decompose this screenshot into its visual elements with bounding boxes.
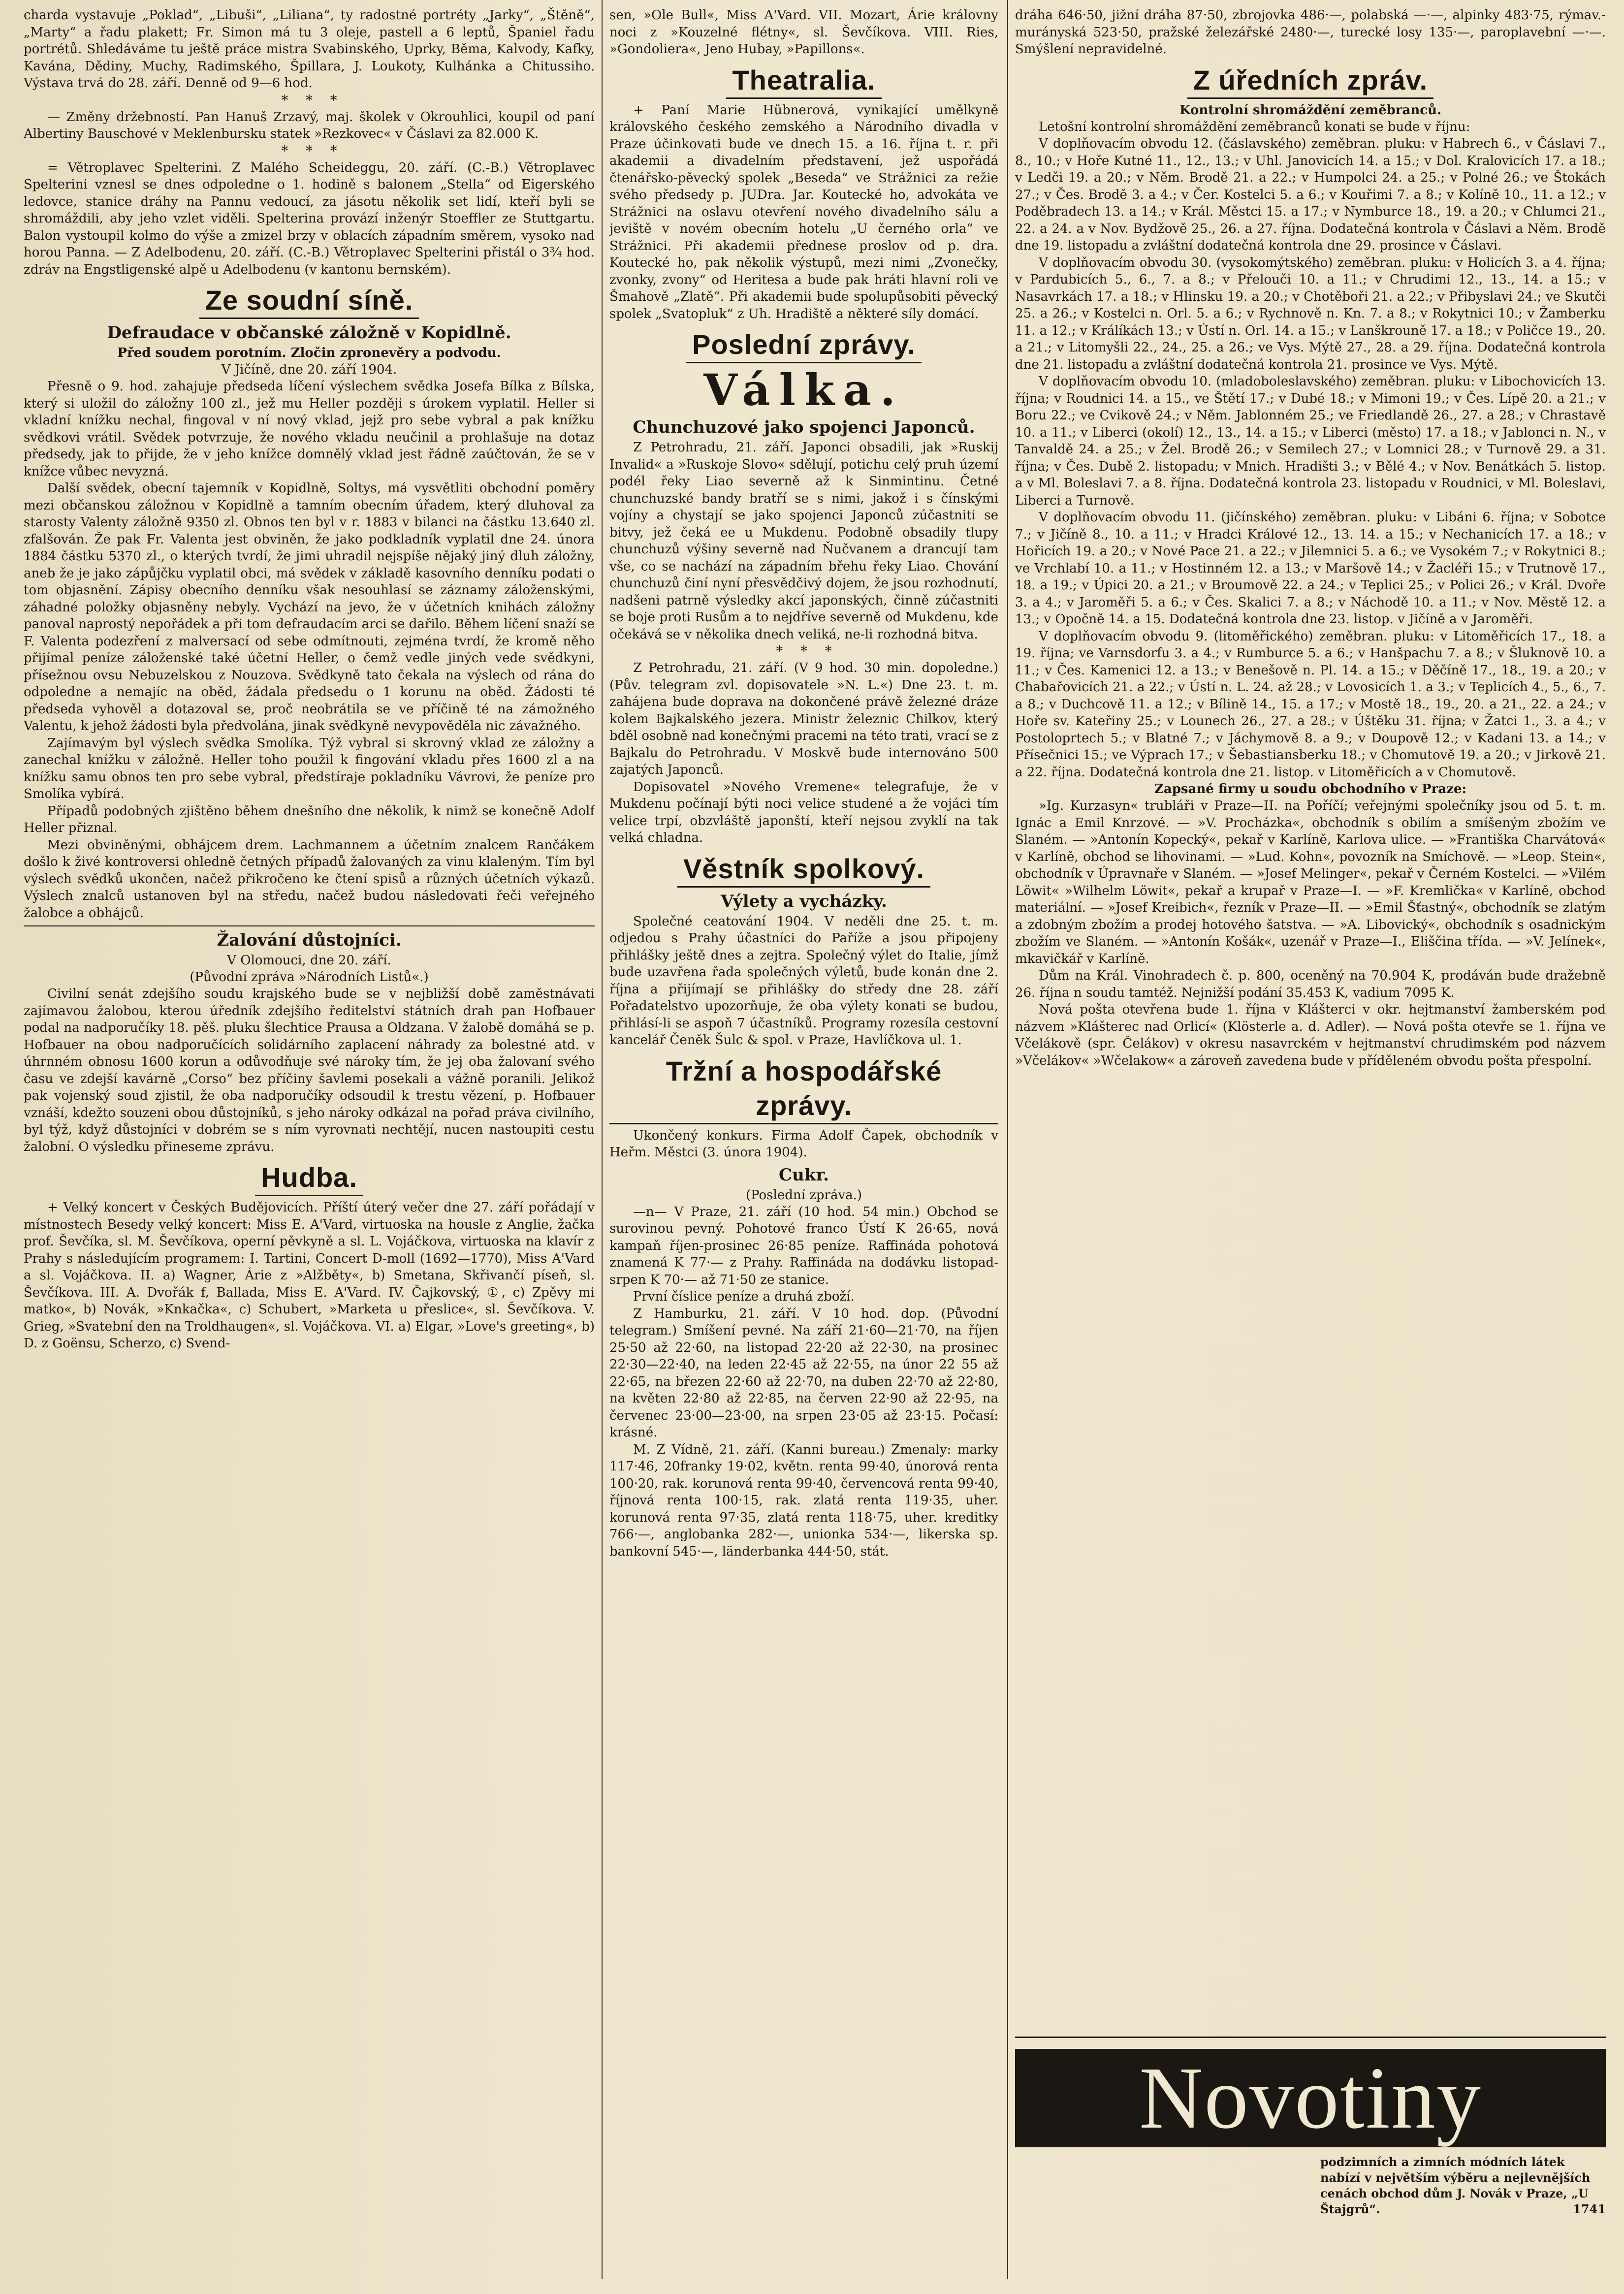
column-3 <box>1015 7 1606 2274</box>
section-heading-text: Věstník spolkový. <box>677 852 930 888</box>
article-paragraph: Civilní senát zdejšího soudu krajského bude se v nejbližší době zaměstnávati zajímavou žalobou, kterou úředník zdejšího ředitelství státních drah pan Hofbauer podal na nadporučíky 18. pěš. pluku šlechtice Prausa a Oldzana. V žalobě domáhá se p. Hofbauer na obou nadporučících solidárního zaplacení náhrady za bolestné atd. v úhrnném obnosu 1600 korun a odůvodňuje své nároky tím, že jej oba žalovaní svého času ve zdejší kavárně „Corso“ bez příčiny šavlemi posekali a vážně poranili. Jelikož pak vojenský soud zjistil, že oba nadporučíky odsoudil k trestu vězení, p. Hofbauer vznáší, kdežto souzeni obou důstojníků, s jeho nároky odkázal na pořad práva civilního, byl týž, když důstojníci v dobrém se s ním vyrovnati nechtějí, nucen nastoupiti cestu žalobní. O výsledku přineseme zprávu. <box>24 987 595 1154</box>
section-heading-text: Hudba. <box>255 1160 363 1196</box>
article-paragraph: —n— V Praze, 21. září (10 hod. 54 min.) Obchod se surovinou pevný. Pohotové franco Ústí K 26·65, nová kampaň říjen-prosinec 26·85 peníze. Raffináda pohotová znamená K 77·— z Prahy. Raffináda na dodávku listopad-srpen K 70·— až 71·50 ze stanice. <box>609 1204 998 1287</box>
section-heading <box>609 852 998 888</box>
column-1 <box>24 7 595 2274</box>
article-paragraph: V doplňovacím obvodu 11. (jičínského) zeměbran. pluku: v Libáni 6. října; v Sobotce 7.; v Jičíně 8., 10. a 11.; v Hradci Králové 12., 13. 14. a 15.; v Nechanicích 17. a 18.; v Hořicích 19. a 20.; v Nové Pace 21. a 22.; v Jilemnici 5. a 6.; ve Vysokém 7.; v Rokytnici 8.; ve Vrchlabí 10. a 11.; v Hostinném 12. a 13.; v Maršově 14.; v Žacléři 15.; v Trutnově 17., 18. a 19.; v Úpici 20. a 21.; v Broumově 22. a 24.; v Teplici 25.; v Polici 26.; v Král. Dvoře 3. a 4.; v Jaroměři 5. a 6.; v Čes. Skalici 7. a 8.; v Náchodě 10. a 11.; v Nov. Městě 12. a 13.; v Opočně 14. a 15. Dodatečná kontrola dne 23. listop. v Jičíně a v Jaroměři. <box>1015 510 1606 627</box>
article-title: Zapsané firmy u soudu obchodního v Praze: <box>1154 782 1467 797</box>
article-paragraph: »Ig. Kurzasyn« trubláři v Praze—II. na Poříčí; veřejnými společníky jsou od 5. t. m. Ignác a Emil Knrzové. — »V. Procházka«, obchodník s obilím a smíšeným zbožím ve Slaném. — »Antonín Kopecký«, pekař v Karlíně, Karlova ulice. — »Františka Charvátová« v Karlíně, obchod se lihovinami. — »Lud. Kohn«, povozník na Smíchově. — »Leop. Stein«, obchodník v Úpravnaře v Slaném. — »Josef Melinger«, pekař v Černém Kostelci. — »Vilém Löwit« »Wilhelm Löwit«, pekař a krupař v Praze—I. — »F. Kremlička« v Karlíně, obchod materiální. — »Josef Kreibich«, řezník v Praze—II. — »Emil Šťastný«, obchodník se zlatým a zdobným zbožím a prodej hotového šatstva. — »A. Libovický«, obchodník s osadnickým zbožím ve Slaném. — »Antonín Košák«, uzenář v Praze—I., Eliščina třída. — »V. Jelínek«, mkavičkář v Karlíně. <box>1015 798 1606 966</box>
article-paragraph: V doplňovacím obvodu 30. (vysokomýtského) zeměbran. pluku: v Holicích 3. a 4. října; v Pardubicích 5., 6., 7. a 8.; v Přelouči 10. a 11.; v Chrudimi 12., 13., 14. a 15.; v Nasavrkách 17. a 18.; v Hlinsku 19. a 20.; v Chotěboři 21. a 22.; v Přibyslavi 24.; ve Skutči 25. a 26.; v Kostelci n. Orl. 5. a 6.; v Rychnově n. Kn. 7. a 8.; v Rokytnici 10.; v Žamberku 11. a 12.; v Králíkách 13.; v Ústí n. Orl. 14. a 15.; v Lanškrouně 17. a 18.; v Poličce 19., 20. a 21.; v Litomyšli 22., 24., 25. a 26.; ve Vys. Mýtě 27., 28. a 29. října. Dodatečná kontrola dne 21. listopadu a zvláštní dodatečná kontrola 21. prosince ve Vys. Mýtě. <box>1015 255 1606 372</box>
article-paragraph: M. Z Vídně, 21. září. (Kanni bureau.) Zmenaly: marky 117·46, 20franky 19·02, květn. renta 99·40, únorová renta 100·20, rak. korunová renta 99·40, červencová renta 99·40, říjnová renta 100·15, rak. zlatá renta 119·35, uher. korunová renta 97·35, zlatá renta 118·75, uher. kreditky 766·—, anglobanka 282·—, unionka 534·—, likerska sp. bankovní 545·—, länderbanka 444·50, stát. <box>609 1442 998 1559</box>
article-paragraph: Ukončený konkurs. Firma Adolf Čapek, obchodník v Heřm. Městci (3. února 1904). <box>609 1128 998 1160</box>
article-dateline: V Jičíně, dne 20. září 1904. <box>221 362 397 377</box>
ad-number: 1741 <box>1573 2202 1606 2216</box>
article-title: Chunchuzové jako spojenci Japonců. <box>633 417 975 437</box>
article-paragraph: V doplňovacím obvodu 12. (čáslavského) zeměbran. pluku: v Habrech 6., v Čáslavi 7., 8., 10.; v Hoře Kutné 11., 12., 13.; v Uhl. Janovicích 14. a 15.; v Dol. Kralovicích 17. a 18.; v Ledči 19. a 20.; v Něm. Brodě 21. a 22.; v Humpolci 24. a 25.; v Polné 26.; ve Štokách 27.; v Čes. Brodě 3. a 4.; v Čer. Kostelci 5. a 6.; v Kouřimi 7. a 8.; v Kolíně 10., 11. a 12.; v Poděbradech 13. a 14.; v Král. Městci 15. a 17.; v Nymburce 18., 19. a 20.; v Chlumci 21., 22. a 24. a v Nov. Bydžově 25., 26. a 27. října. Dodatečná kontrola v Čáslavi a Něm. Brodě dne 19. listopadu a zvláštní dodatečná kontrola dne 29. prosince v Čáslavi. <box>1015 136 1606 253</box>
column-rule <box>1007 0 1008 2279</box>
article-paragraph: Nová pošta otevřena bude 1. října v Klášterci v okr. hejtmanství žamberském pod názvem »Klášterec nad Orlicí« (Klösterle a. d. Adler). — Nová pošta otevře se 1. října ve Včelákově (spr. Čelákov) v okresu nasavrckém v hejtmanství chrudimském pod názvem »Včelákov« »Wčelakow« a zároveň zavedena bude v příděleném obvodu pošta přespolní. <box>1015 1002 1606 1068</box>
advertisement <box>1015 2037 1606 2269</box>
news-item: = Větroplavec Spelterini. Z Malého Scheideggu, 20. září. (C.-B.) Větroplavec Spelterini vznesl se dnes odpoledne o 1. hodině s balonem „Stella“ od Eigerského ledovce, stanice dráhy na Pannu vedoucí, za jásotu několik set lidí, kteří byli se shromáždili, aby jeho vzlet viděli. Spelterina provází inženýr Stoeffler ze Stuttgartu. Balon vystoupil kolmo do výše a zmizel brzy v oblacích západním směrem, vysoko nad horou Panna. — Z Adelbodenu, 20. září. (C.-B.) Větroplavec Spelterini přistál o 3¾ hod. zdráv na Engstligenské alpě u Adelbodenu (v kantonu bernském). <box>24 160 595 277</box>
ad-description: podzimních a zimních módních látek nabízí v největším výběru a nejlevnějších cenách obchod dům J. Novák v Praze, „U Štajgrů“. <box>1320 2155 1591 2216</box>
ad-logo: Novotiny <box>1015 2049 1606 2147</box>
column-2 <box>609 7 998 2274</box>
divider <box>24 925 595 926</box>
article-paragraph: sen, »Ole Bull«, Miss A'Vard. VII. Mozart, Árie královny noci z »Kouzelné flétny«, sl. Ševčíkova. VIII. Ries, »Gondoliera«, Jeno Hubay, »Papillons«. <box>609 8 998 57</box>
article-title: Žalování důstojníci. <box>217 930 402 950</box>
section-heading <box>24 1160 595 1196</box>
article-paragraph: V doplňovacím obvodu 10. (mladoboleslavského) zeměbran. pluku: v Libochovicích 13. října; v Roudnici 14. a 15., ve Štětí 17.; v Dubé 18.; v Mimoni 19.; v Čes. Lípě 20. a 21.; v Boru 22.; ve Cvikově 24.; v Něm. Jablonném 25.; ve Friedlandě 26., 27. a 28.; v Chrastavě 10. a 11.; v Liberci (okolí) 12., 13., 14. a 15.; v Liberci (město) 17. a 18.; v Jablonci n. N., v Tanvaldě 24. a 25.; v Žel. Brodě 26.; v Semilech 27.; v Lomnici 28.; v Turnově 29. a 31. října; v Čes. Dubě 2. listopadu; v Mnich. Hradišti 3.; v Bělé 4.; v Nov. Benátkách 5. listop. a v Ml. Boleslavi 7. a 8. října. Dodatečná kontrola 23. listopadu v Roudnici, v Ml. Boleslavi, Liberci a Turnově. <box>1015 374 1606 508</box>
article-title: Kontrolní shromáždění zeměbranců. <box>1179 102 1442 118</box>
section-heading <box>609 327 998 363</box>
article-paragraph: Další svědek, obecní tajemník v Kopidlně, Soltys, má vysvětliti obchodní poměry mezi občanskou záložnou v Kopidlně a tamním obecním úřadem, který dluhoval za starosty Valenty záložně 9350 zl. Obnos ten byl v r. 1883 v bilanci na částku 13.640 zl. zfalšován. Že pak Fr. Valenta jest obviněn, že jako podkladník vyplatil dne 24. února 1884 částku 5370 zl., o kterých tvrdí, že jimi uhradil nejspíše nějaký jiný dluh záložny, aneb že je jako zápůjčku vyplatil obci, má svědek v základě kasovního denníku podati o tom objasnění. Zápisy obecního denníku však nesouhlasí se záznamy záloženskými, záhadné položky objasněny nebyly. Vychází na jevo, že v účetních knihách záložny panoval naprostý nepořádek a při tom defraudacím arci se dařilo. Během líčení snaží se F. Valenta podezření z malversací od sebe odmítnouti, zejména tvrdí, že kromě něho přijímal peníze záloženské také účetní Heller, o čemž vedle jiných vede svědkyni, přísežnou ovsu Nebuzelskou z Nouzova. Svědkyně tato čekala na výslech od rána do odpoledne a nemajíc na oběd, žádala předsedu o 1 korunu na oběd. Žádosti té předseda vyhověl a dotazoval se, proč neobrátila se ve příčině té na zámožného Valentu, k jehož žádosti byla předvolána, jinak svědkyně nevypověděla nic závažného. <box>24 481 595 733</box>
section-heading-text: Poslední zprávy. <box>686 327 922 363</box>
section-heading-text: Z úředních zpráv. <box>1187 63 1433 99</box>
separator-stars: * * * <box>281 142 337 159</box>
section-heading <box>24 283 595 319</box>
article-paragraph: Dopisovatel »Nového Vremene« telegrafuje, že v Mukdenu počínají býti noci velice studené a že vojáci tím velice trpí, obzvláště japonští, kteří nejsou zvyklí na tak velká chladna. <box>609 779 998 845</box>
article-dateline: V Olomouci, dne 20. září. <box>227 953 391 968</box>
article-paragraph: První číslice peníze a druhá zboží. <box>633 1289 855 1304</box>
column-rule <box>602 0 603 2279</box>
article-paragraph: Dům na Král. Vinohradech č. p. 800, oceněný na 70.904 K, prodáván bude dražebně 26. října n soudu tamtéž. Nejnižší podání 35.453 K, vadium 7095 K. <box>1015 968 1606 1000</box>
section-heading <box>609 1054 998 1124</box>
article-paragraph: V doplňovacím obvodu 9. (litoměřického) zeměbran. pluku: v Litoměřicích 17., 18. a 19. října; ve Varnsdorfu 3. a 4.; v Rumburce 5. a 6.; v Hanšpachu 7. a 8.; v Šluknově 10. a 11.; v Čes. Kamenici 12. a 13.; v Benešově n. Pl. 14. a 15.; v Děčíně 17., 18., 19. a 20.; v Chabařovicích 21. a 22.; v Ústí n. L. 24. až 28.; v Lovosicích 1. a 3.; v Teplicích 4., 5., 6., 7. a 8.; v Duchcově 11. a 12.; v Bílině 14., 15. a 17.; v Mostě 18., 19., 20. a 21., 22. a 24.; v Hoře sv. Kateřiny 25.; v Lounech 26., 27. a 28.; v Úštěku 31. října; v Žatci 1., 3. a 4.; v Postoloprtech 5.; v Blatné 7.; v Jáchymově 8. a 9.; v Doupově 12.; v Kadani 13. a 14.; v Přísečnici 15.; ve Výprach 17.; v Šebastiansberku 18.; v Chomutově 19. a 20.; v Jirkově 21. a 22. října. Dodatečná kontrola dne 21. listop. v Litoměřicích a v Chomutově. <box>1015 629 1606 780</box>
exhibition-paragraph: charda vystavuje „Poklad“, „Libuši“, „Liliana“, ty radostné portréty „Jarky“, „Štěně“, „Marty“ a řadu plakett; Fr. Simon má tu 3 oleje, pastell a 6 leptů, Španiel řadu portrétů. Shledáváme tu ještě práce mistra Svabinského, Uprky, Běma, Kalvody, Kafky, Kavána, Dědiny, Muchy, Radimského, Špillara, J. Loukoty, Kulhánka a Chitussiho. Výstava trvá do 28. září. Denně od 9—6 hod. <box>24 8 595 91</box>
article-paragraph: Z Hamburku, 21. září. V 10 hod. dop. (Původní telegram.) Smíšení pevné. Na září 21·60—21·70, na říjen 25·50 až 22·60, na listopad 22·20 až 22·30, na prosinec 22·30—22·40, na leden 22·45 až 22·55, na únor 22 55 až 22·65, na březen 22·60 až 22·70, na duben 22·70 až 22·80, na květen 22·80 až 22·85, na červen 22·90 až 22·95, na červenec 23·00—23·00, na srpen 23·05 až 23·15. Počasí: krásné. <box>609 1306 998 1440</box>
article-title: Defraudace v občanské záložně v Kopidlně. <box>107 323 511 343</box>
article-paragraph: Mezi obviněnými, obhájcem drem. Lachmannem a účetním znalcem Rančákem došlo k živé kontroversi ohledně četných případů žalovaných za vinu klaleným. Tím byl výslech svědků ukončen, načež přikročeno ke čtení spisů a různých účetních výkazů. Výslech znalců ustanoven byl na středu, načež budou následovati řeči veřejného žalobce a obhájců. <box>24 837 595 921</box>
article-paragraph: Zajímavým byl výslech svědka Smolíka. Týž vybral si skrovný vklad ze záložny a zanechal knížku v záložně. Heller toho použil k fingování vkladu přes 1600 zl a na knížku samu obnos ten pro sebe vybral, předstíraje pokladníku Vávrovi, že peníze pro Smolíka vybírá. <box>24 735 595 801</box>
section-heading <box>609 63 998 99</box>
article-paragraph: Z Petrohradu, 21. září. Japonci obsadili, jak »Ruskij Invalid« a »Ruskoje Slovo« sdělují, potichu celý pruh území podél řeky Liao severně až k Sinmintinu. Četné chunchuzské bandy bratří se s nimi, jakož i s čínskými vojíny a chystají se jako spojenci Japonců zúčastniti se bitvy, jež čeká ee u Mukdenu. Podobně obsadily tlupy chunchuzů výšiny severně nad Ňučvanem a drancují tam vše, co se nachází na západním břehu řeky Liao. Chování chunchuzů činí nyní přesvědčivý dojem, že jsou rozhodnutí, nadšeni patrně výsledky akcí japonských, činně zúčastniti se boje proti Rusům a to nejdříve severně od Mukdenu, kde očekává se v několika dnech veliká, ne-li rozhodná bitva. <box>609 440 998 642</box>
section-heading <box>1015 63 1606 99</box>
article-subtitle: (Poslední zpráva.) <box>745 1187 862 1203</box>
separator-stars: * * * <box>776 643 832 659</box>
section-heading-text: Theatralia. <box>726 63 881 99</box>
war-heading: Válka. <box>703 364 904 415</box>
article-title: Výlety a vycházky. <box>721 891 887 911</box>
article-paragraph: Z Petrohradu, 21. září. (V 9 hod. 30 min. dopoledne.) (Pův. telegram zvl. dopisovatele »N. L.«) Dne 23. t. m. zahájena bude doprava na dokončené právě železné dráze kolem Bajkalského jezera. Ministr železnic Chilkov, který bděl osobně nad konečnými pracemi na této trati, vrací se z Bajkalu do Petrohradu. V Moskvě bude internováno 500 zajatých Japonců. <box>609 661 998 777</box>
article-paragraph: Přesně o 9. hod. zahajuje předseda líčení výslechem svědka Josefa Bílka z Bílska, který si uložil do záložny 100 zl., jež mu Heller později s úrokem vyplatil. Heller si vkladní knížku nechal, fingoval v ní nový vklad, jejž pro sebe vybral a pak knížku svědkovi vrátil. Svědek potvrzuje, že nového vkladu neučinil a prohlašuje na dotaz předsedy, jak to přijde, že v jeho knížce domnělý vklad jest řádně zaúčtován, že se v knížce vůbec nevyzná. <box>24 379 595 479</box>
section-heading-text: Tržní a hospodářské zprávy. <box>609 1054 998 1124</box>
article-paragraph: Případů podobných zjištěno během dnešního dne několik, k nimž se konečně Adolf Heller přiznal. <box>24 803 595 835</box>
separator-stars: * * * <box>281 92 337 108</box>
article-subtitle: Před soudem porotním. Zločin zpronevěry a podvodu. <box>117 346 501 360</box>
article-title: Cukr. <box>779 1165 829 1185</box>
article-paragraph: dráha 646·50, jižní dráha 87·50, zbrojovka 486·—, polabská —·—, alpinky 483·75, rýmav.-murányská 523·50, pražské železářské 2480·—, turecké losy 135·—, paroplavební —·—. Smýšlení nepravidelné. <box>1015 8 1606 57</box>
article-source: (Původní zpráva »Národních Listů«.) <box>190 970 429 985</box>
section-heading-text: Ze soudní síně. <box>199 283 419 319</box>
article-paragraph: Letošní kontrolní shromáždění zeměbranců konati se bude v říjnu: <box>1039 119 1470 134</box>
article-paragraph: Společné ceatování 1904. V neděli dne 25. t. m. odjedou s Prahy účastníci do Paříže a jsou připojeny přihlášky ještě dnes a zejtra. Společný výlet do Italie, jímž bude uzavřena řada společných výletů, bude konán dne 2. října a přijímají se přihlášky do středy dne 28. září Pořadatelstvo upozorňuje, že oba výlety konati se budou, přihlásí-li se aspoň 7 účastníků. Programy rozesíla cestovní kancelář Čeněk Šulc & spol. v Praze, Havlíčkova ul. 1. <box>609 914 998 1048</box>
article-paragraph: + Velký koncert v Českých Budějovicích. Příští úterý večer dne 27. září pořádají v místnostech Besedy velký koncert: Miss E. A'Vard, virtuoska na housle z Anglie, žačka prof. Ševčíka, sl. M. Ševčíkova, operní pěvkyně a sl. L. Vojáčkova, virtuoska na klavír z Prahy s následujícím programem: I. Tartini, Concert D-moll (1692—1770), Miss A'Vard a sl. Vojáčkova. II. a) Wagner, Árie z »Alžběty«, b) Smetana, Skřivančí píseň, sl. Ševčíkova. III. A. Dvořák f, Ballada, Miss E. A'Vard. IV. Čajkovský, ①, c) Zpěvy mi matko«, b) Novák, »Knkačka«, c) Schubert, »Marketa u přeslice«, sl. Ševčíkova. V. Grieg, »Svatební den na Troldhaugen«, sl. Vojáčkova. VI. a) Elgar, »Love's greeting«, b) D. z Goënsu, Scherzo, c) Svend- <box>24 1200 595 1351</box>
article-paragraph: + Paní Marie Hübnerová, vynikající umělkyně královského českého zemského a Národního divadla v Praze účinkovati bude ve dnech 15. a 16. října t. r. při akademii a divadelním představení, jež uspořádá čtenářsko-pěvecký spolek „Beseda“ ve Strážnici za režie svého předsedy p. JUDra. Jar. Koutecké ho, advokáta ve Strážnici na oslavu otevření nového divadelního sálu a jeviště v novém obecním hotelu „U černého orla“ ve Strážnici. Při akademii přednese proslov od p. dra. Koutecké ho, pak několik výstupů, mezi nimi „Zvonečky, zvonky, zvony“ od Heritesa a bude pak hráti hlavní roli ve Šmahově „Zlatě“. Při akademii bude spolupůsobiti pěvecký spolek „Svatopluk“ z Uh. Hradiště a některé síly domácí. <box>609 102 998 321</box>
news-item: — Změny držebností. Pan Hanuš Zrzavý, maj. školek v Okrouhlici, koupil od paní Albertiny Bauschové v Meklenbursku statek »Rezkovec« v Čáslavi za 82.000 K. <box>24 109 595 141</box>
ad-text <box>1320 2154 1606 2217</box>
